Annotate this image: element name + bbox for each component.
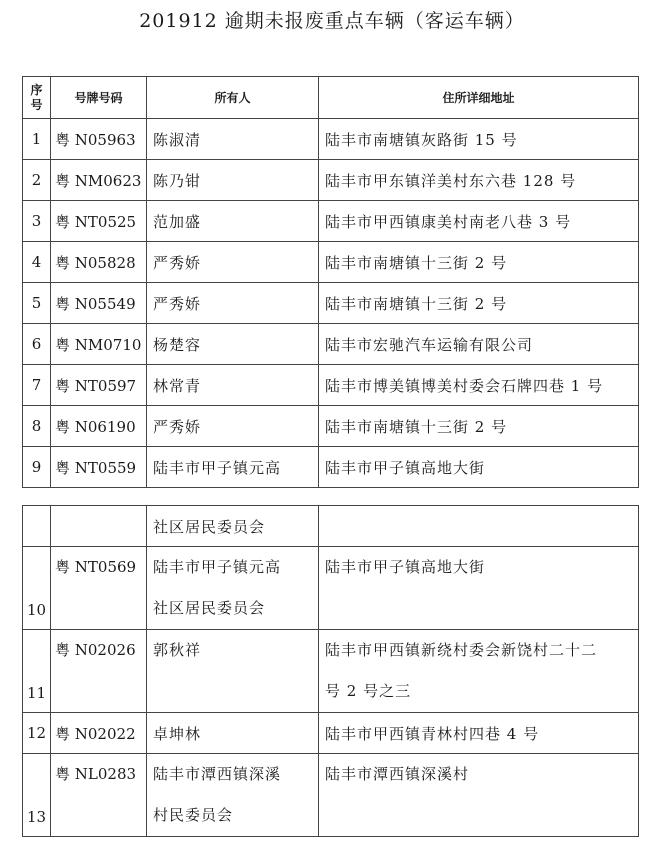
row-seq: 10 (23, 547, 51, 630)
row-address: 陆丰市甲西镇新绕村委会新饶村二十二 号 2 号之三 (319, 630, 639, 713)
table-row (23, 283, 639, 324)
row-plate: 粤 NM0710 (51, 324, 147, 365)
table-row-continued (23, 506, 639, 547)
row-seq: 5 (23, 283, 51, 324)
row-plate: 粤 N02026 (51, 630, 147, 713)
row-seq: 3 (23, 201, 51, 242)
vehicle-table-part1 (22, 76, 639, 488)
row-seq: 11 (23, 630, 51, 713)
row-address (319, 506, 639, 547)
row-plate: 粤 NT0525 (51, 201, 147, 242)
row-seq: 4 (23, 242, 51, 283)
row-owner: 郭秋祥 (147, 630, 319, 713)
header-address: 住所详细地址 (319, 77, 639, 119)
row-seq: 12 (23, 713, 51, 754)
row-seq: 6 (23, 324, 51, 365)
row-owner: 陆丰市潭西镇深溪 村民委员会 (147, 754, 319, 837)
table-row (23, 160, 639, 201)
row-plate: 粤 N05828 (51, 242, 147, 283)
table-row (23, 324, 639, 365)
table-row (23, 201, 639, 242)
table-row (23, 547, 639, 630)
row-plate: 粤 NT0559 (51, 447, 147, 488)
row-address: 陆丰市甲西镇康美村南老八巷 3 号 (319, 201, 639, 242)
row-plate: 粤 N05963 (51, 119, 147, 160)
table-row (23, 754, 639, 837)
row-seq: 1 (23, 119, 51, 160)
row-plate: 粤 N06190 (51, 406, 147, 447)
row-owner: 陈淑清 (147, 119, 319, 160)
row-seq (23, 506, 51, 547)
row-plate: 粤 NM0623 (51, 160, 147, 201)
row-address: 陆丰市南塘镇十三街 2 号 (319, 283, 639, 324)
row-seq: 13 (23, 754, 51, 837)
row-owner: 陈乃钳 (147, 160, 319, 201)
row-owner: 严秀娇 (147, 406, 319, 447)
table-row (23, 406, 639, 447)
row-address: 陆丰市甲西镇青林村四巷 4 号 (319, 713, 639, 754)
row-owner: 杨楚容 (147, 324, 319, 365)
table-header-row (23, 77, 639, 119)
row-seq: 7 (23, 365, 51, 406)
row-address: 陆丰市甲子镇高地大街 (319, 447, 639, 488)
row-address: 陆丰市宏驰汽车运输有限公司 (319, 324, 639, 365)
row-plate: 粤 NT0597 (51, 365, 147, 406)
row-address: 陆丰市潭西镇深溪村 (319, 754, 639, 837)
header-seq: 序 号 (23, 77, 51, 119)
table-row (23, 447, 639, 488)
row-plate (51, 506, 147, 547)
row-seq: 9 (23, 447, 51, 488)
row-owner: 严秀娇 (147, 283, 319, 324)
vehicle-table-part2 (22, 505, 639, 837)
table-row (23, 365, 639, 406)
row-seq: 8 (23, 406, 51, 447)
header-owner: 所有人 (147, 77, 319, 119)
header-plate: 号牌号码 (51, 77, 147, 119)
row-plate: 粤 N05549 (51, 283, 147, 324)
row-plate: 粤 N02022 (51, 713, 147, 754)
table-row (23, 242, 639, 283)
row-address: 陆丰市甲东镇洋美村东六巷 128 号 (319, 160, 639, 201)
row-owner: 严秀娇 (147, 242, 319, 283)
row-address: 陆丰市南塘镇灰路街 15 号 (319, 119, 639, 160)
row-owner: 社区居民委员会 (147, 506, 319, 547)
row-owner: 陆丰市甲子镇元高 (147, 447, 319, 488)
row-address: 陆丰市甲子镇高地大街 (319, 547, 639, 630)
page-title: 201912 逾期未报废重点车辆（客运车辆） (139, 10, 525, 32)
row-seq: 2 (23, 160, 51, 201)
row-owner: 范加盛 (147, 201, 319, 242)
row-owner: 陆丰市甲子镇元高 社区居民委员会 (147, 547, 319, 630)
table-row (23, 713, 639, 754)
table-row (23, 119, 639, 160)
row-address: 陆丰市南塘镇十三街 2 号 (319, 242, 639, 283)
row-plate: 粤 NT0569 (51, 547, 147, 630)
row-address: 陆丰市博美镇博美村委会石牌四巷 1 号 (319, 365, 639, 406)
row-owner: 卓坤林 (147, 713, 319, 754)
table-row (23, 630, 639, 713)
row-owner: 林常青 (147, 365, 319, 406)
row-address: 陆丰市南塘镇十三街 2 号 (319, 406, 639, 447)
row-plate: 粤 NL0283 (51, 754, 147, 837)
